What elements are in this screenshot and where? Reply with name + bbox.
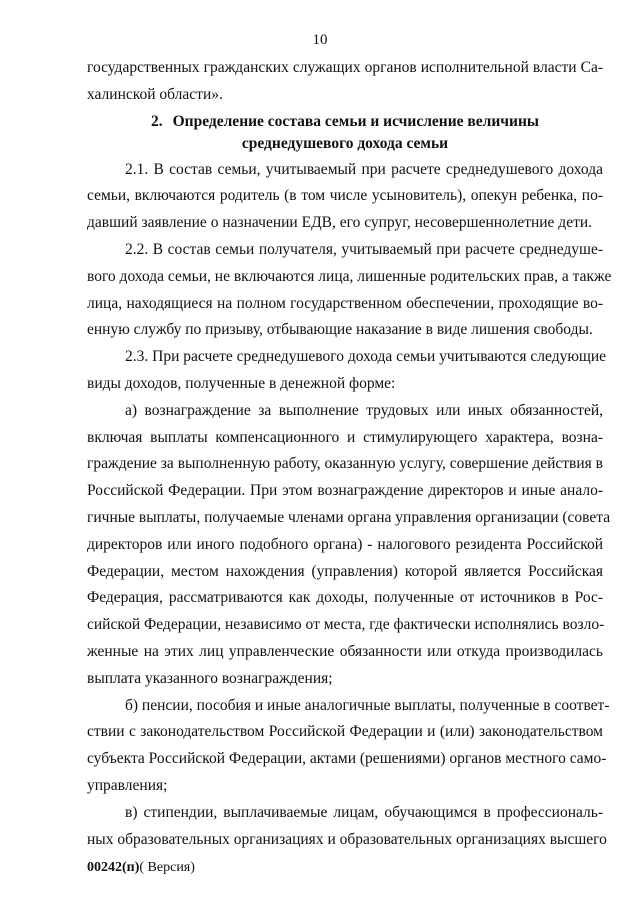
section-title-line-1: Определение состава семьи и исчисление величины	[172, 112, 540, 130]
section-heading-line	[87, 111, 603, 133]
text-line: семьи, включаются родитель (в том числе усыновитель), опекун ребенка, по-	[87, 187, 603, 205]
text-line: 2.1. В состав семьи, учитываемый при расчете среднедушевого дохода	[125, 160, 603, 178]
text-line: граждение за выполненную работу, оказанную услугу, совершение действия в	[87, 455, 603, 473]
page-number: 10	[312, 32, 328, 48]
text-line: гичные выплаты, получаемые членами органа управления организации (совета	[87, 508, 611, 526]
text-line: в) стипендии, выплачиваемые лицам, обучающимся в профессиональ-	[125, 803, 603, 821]
document-version: ( Версия)	[139, 860, 195, 875]
paragraph-2-1	[87, 157, 603, 237]
text-line: ных образовательных организациях и образовательных организациях высшего	[87, 830, 607, 848]
text-line: сийской Федерации, независимо от места, где фактически исполнялись возло-	[87, 616, 605, 634]
paragraph-2-3	[87, 344, 607, 398]
text-line: вого дохода семьи, не включаются лица, лишенные родительских прав, а также	[87, 267, 612, 285]
text-line: субъекта Российской Федерации, актами (решениями) органов местного само-	[87, 750, 607, 768]
list-item-b	[87, 693, 610, 800]
text-line: давший заявление о назначении ЕДВ, его супруг, несовершеннолетние дети.	[87, 214, 593, 232]
text-line: управления;	[87, 776, 168, 794]
text-line: енную службу по призыву, отбывающие наказание в виде лишения свободы.	[87, 321, 593, 339]
text-line: 2.2. В состав семьи получателя, учитываемый при расчете среднедуше-	[125, 240, 603, 258]
section-heading	[87, 111, 603, 157]
text-line: Федерация, рассматриваются как доходы, полученные от источников в Рос-	[87, 589, 603, 607]
text-line: ствии с законодательством Российской Федерации и (или) законодательством	[87, 723, 603, 741]
text-line: включая выплаты компенсационного и стимулирующего характера, возна-	[87, 428, 603, 446]
text-line: а) вознаграждение за выполнение трудовых или иных обязанностей,	[125, 401, 603, 419]
text-line: виды доходов, полученные в денежной форме:	[87, 374, 396, 392]
section-title-line-2: среднедушевого дохода семьи	[241, 134, 449, 152]
list-item-a	[87, 398, 611, 693]
text-line: лица, находящиеся на полном государственном обеспечении, проходящие во-	[87, 294, 603, 312]
text-line: государственных гражданских служащих органов исполнительной власти Са-	[87, 59, 603, 76]
text-line: Федерации, местом нахождения (управления) которой является Российская	[87, 562, 603, 580]
top-paragraph	[87, 55, 603, 109]
text-line: женные на этих лиц управленческие обязанности или откуда производилась	[87, 642, 603, 660]
text-line: б) пенсии, пособия и иные аналогичные выплаты, полученные в соответ-	[125, 696, 610, 714]
text-line: 2.3. При расчете среднедушевого дохода семьи учитываются следующие	[125, 348, 607, 366]
document-body	[87, 55, 612, 853]
paragraph-2-2	[87, 237, 612, 344]
document-code: 00242(п)	[87, 860, 140, 875]
document-footer	[87, 860, 195, 876]
text-line: выплата указанного вознаграждения;	[87, 669, 333, 687]
text-line: халинской области».	[87, 85, 223, 103]
text-line: директоров или иного подобного органа) - налогового резидента Российской	[87, 535, 603, 553]
section-number: 2.	[150, 112, 163, 130]
list-item-v	[87, 800, 607, 854]
text-line: Российской Федерации. При этом вознаграждение директоров и иные анало-	[87, 482, 603, 500]
